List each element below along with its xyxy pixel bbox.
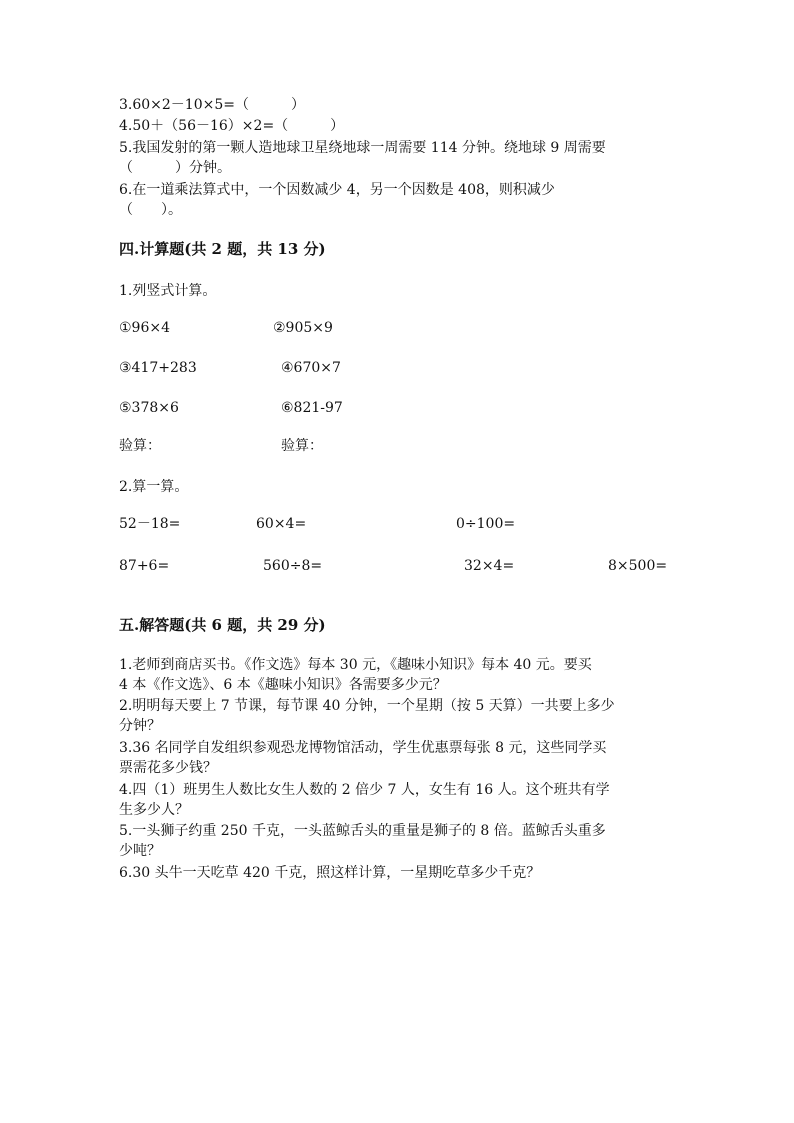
mental-calc-item: 52－18=: [119, 516, 181, 532]
word-problem-line: 分钟？: [119, 718, 161, 734]
question-4: 4.50＋（56－16）×2=（ ）: [119, 118, 345, 134]
question-5-line-2: （ ）分钟。: [119, 160, 231, 176]
check-label-right: 验算：: [281, 438, 323, 454]
word-problem-line: 6.30 头牛一天吃草 420 千克，照这样计算，一星期吃草多少千克？: [119, 865, 541, 881]
mental-calc-item: 60×4=: [256, 516, 307, 532]
vertical-calc-item: ①96×4: [119, 320, 171, 336]
word-problem-line: 4.四（1）班男生人数比女生人数的 2 倍少 7 人，女生有 16 人。这个班共有学: [119, 782, 610, 798]
question-6-line-1: 6.在一道乘法算式中，一个因数减少 4，另一个因数是 408，则积减少: [119, 182, 555, 198]
word-problem-line: 票需花多少钱？: [119, 760, 217, 776]
vertical-calc-item: ③417+283: [119, 360, 197, 376]
vertical-calc-item: ⑤378×6: [119, 400, 179, 416]
word-problem-line: 1.老师到商店买书。《作文选》每本 30 元，《趣味小知识》每本 40 元。要买: [119, 657, 592, 673]
vertical-calc-item: ④670×7: [281, 360, 341, 376]
vertical-calc-item: ⑥821-97: [281, 400, 343, 416]
word-problem-line: 少吨？: [119, 843, 161, 859]
word-problem-line: 5.一头狮子约重 250 千克，一头蓝鲸舌头的重量是狮子的 8 倍。蓝鲸舌头重多: [119, 823, 606, 839]
mental-calc-item: 87+6=: [119, 558, 170, 574]
mental-calc-item: 0÷100=: [456, 516, 516, 532]
section-5-heading: 五.解答题(共 6 题，共 29 分): [119, 616, 326, 634]
calc-q2-title: 2.算一算。: [119, 479, 189, 495]
word-problem-line: 3.36 名同学自发组织参观恐龙博物馆活动，学生优惠票每张 8 元，这些同学买: [119, 740, 607, 756]
word-problem-line: 2.明明每天要上 7 节课，每节课 40 分钟，一个星期（按 5 天算）一共要上多少: [119, 698, 615, 714]
question-3: 3.60×2－10×5=（ ）: [119, 97, 305, 113]
check-label-left: 验算：: [119, 438, 161, 454]
word-problem-line: 4 本《作文选》、6 本《趣味小知识》各需要多少元？: [119, 677, 447, 693]
question-6-line-2: （ ）。: [119, 202, 182, 218]
mental-calc-item: 32×4=: [464, 558, 515, 574]
section-4-heading: 四.计算题(共 2 题，共 13 分): [119, 240, 326, 258]
mental-calc-item: 560÷8=: [263, 558, 323, 574]
calc-q1-title: 1.列竖式计算。: [119, 283, 217, 299]
vertical-calc-item: ②905×9: [273, 320, 333, 336]
question-5-line-1: 5.我国发射的第一颗人造地球卫星绕地球一周需要 114 分钟。绕地球 9 周需要: [119, 140, 606, 156]
word-problem-line: 生多少人？: [119, 802, 189, 818]
mental-calc-item: 8×500=: [608, 558, 668, 574]
